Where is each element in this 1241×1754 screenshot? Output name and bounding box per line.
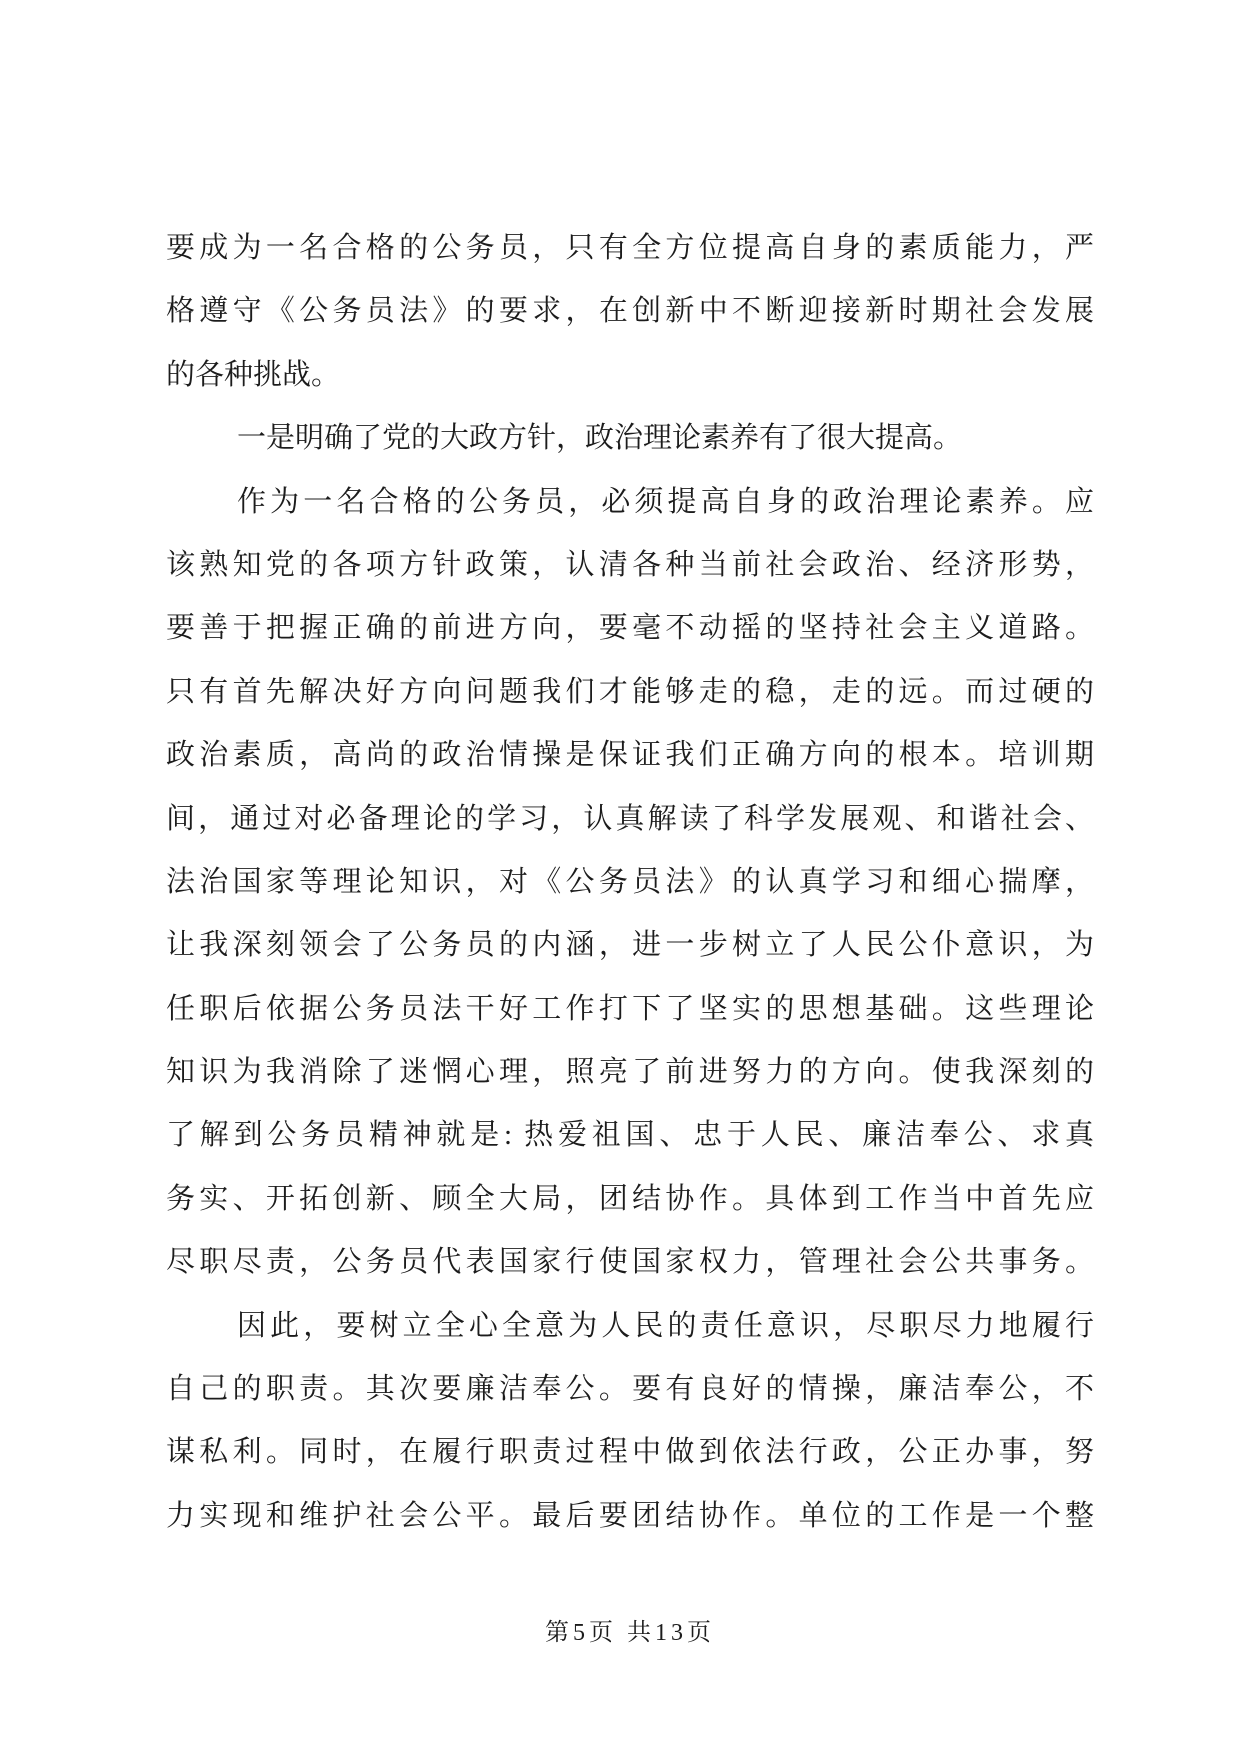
text-line: 任职后依据公务员法干好工作打下了坚实的思想基础。这些理论 (166, 992, 1094, 1025)
text-line: 自己的职责。其次要廉洁奉公。要有良好的情操，廉洁奉公，不 (166, 1373, 1094, 1406)
text-line: 力实现和维护社会公平。最后要团结协作。单位的工作是一个整 (166, 1499, 1094, 1532)
text-line: 知识为我消除了迷惘心理，照亮了前进努力的方向。使我深刻的 (166, 1056, 1094, 1089)
text-line: 格遵守《公务员法》的要求，在创新中不断迎接新时期社会发展 (166, 295, 1094, 328)
text-line: 要善于把握正确的前进方向，要毫不动摇的坚持社会主义道路。 (166, 612, 1094, 645)
text-line: 因此，要树立全心全意为人民的责任意识，尽职尽力地履行 (237, 1309, 1094, 1342)
text-line: 一是明确了党的大政方针，政治理论素养有了很大提高。 (237, 422, 963, 455)
page-number-footer: 第5页 共13页 (545, 1620, 715, 1646)
text-line: 法治国家等理论知识，对《公务员法》的认真学习和细心揣摩， (166, 865, 1094, 898)
text-line: 要成为一名合格的公务员，只有全方位提高自身的素质能力，严 (166, 232, 1094, 264)
text-line: 政治素质，高尚的政治情操是保证我们正确方向的根本。培训期 (166, 739, 1094, 772)
text-line: 的各种挑战。 (166, 358, 341, 391)
text-line: 尽职尽责，公务员代表国家行使国家权力，管理社会公共事务。 (166, 1246, 1094, 1279)
text-line: 了解到公务员精神就是: 热爱祖国、忠于人民、廉洁奉公、求真 (166, 1119, 1094, 1152)
text-line: 作为一名合格的公务员，必须提高自身的政治理论素养。应 (237, 485, 1094, 518)
text-line: 只有首先解决好方向问题我们才能够走的稳，走的远。而过硬的 (166, 675, 1094, 708)
text-line: 谋私利。同时，在履行职责过程中做到依法行政，公正办事，努 (166, 1436, 1094, 1469)
text-line: 让我深刻领会了公务员的内涵，进一步树立了人民公仆意识，为 (166, 929, 1094, 962)
text-line: 该熟知党的各项方针政策，认清各种当前社会政治、经济形势， (166, 548, 1094, 581)
text-line: 间，通过对必备理论的学习，认真解读了科学发展观、和谐社会、 (166, 802, 1094, 835)
text-line: 务实、开拓创新、顾全大局，团结协作。具体到工作当中首先应 (166, 1182, 1094, 1215)
document-body (166, 217, 1094, 1548)
